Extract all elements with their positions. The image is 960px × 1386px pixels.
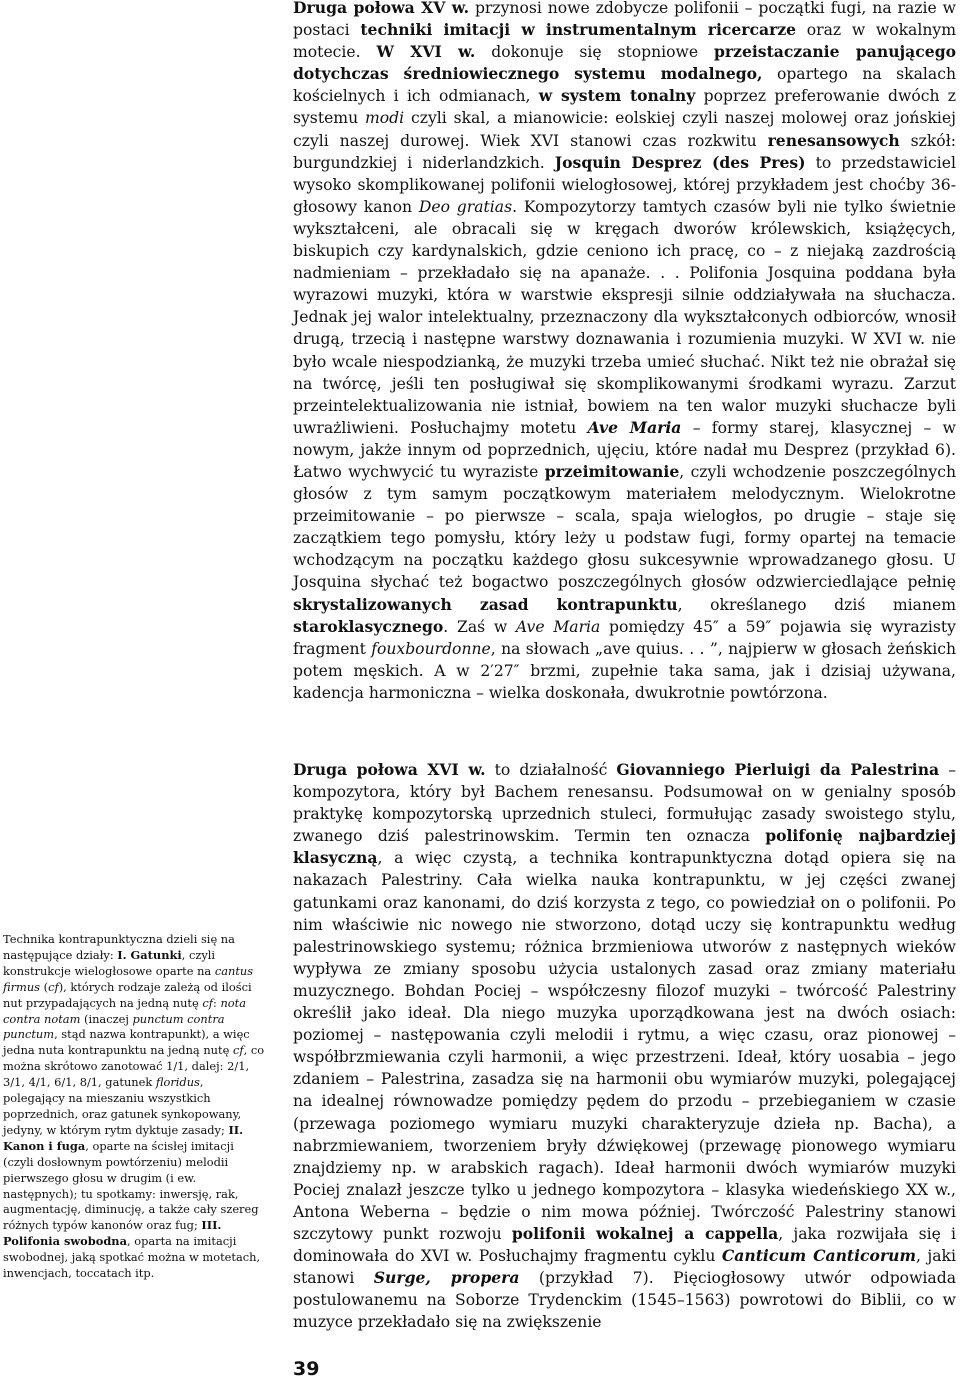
text-run: , czyli konstrukcje wielogłosowe oparte na bbox=[3, 947, 216, 978]
text-run: , oparte na ścisłej imitacji (czyli dosłownym powtórzeniu) melodii pierwszego głosu w drugim (i ew. następnych); tu spotkamy: inwersję, rak, augmentację, diminucję, a także cały szereg różnych typów kanonów oraz fug; bbox=[3, 1138, 259, 1233]
text-run: II. Kanon i fuga bbox=[3, 1122, 244, 1153]
text-run: nota contra notam bbox=[3, 995, 246, 1026]
text-run: w system tonalny bbox=[538, 86, 696, 106]
text-run: polifonii wokalnej a cappella bbox=[511, 1223, 779, 1243]
text-run: . Kompozytorzy tamtych czasów byli nie tylko świetnie wykształceni, ale obracali się w kręgach dworów królewskich, książęcych, biskupich czy kardynalskich, gdzie ceniono ich pracę, co – z niejaką zazdrością nadmieniam – przekładało się na apanaże. . . Polifonia Josquina poddana była wyrazowi muzyki, która w warstwie ekspresji silnie oddziaływała na słuchacza. Jednak jej walor intelektualny, przeznaczony dla wykształconych odbiorców, wnosił drugą, trzecią i następne warstwy doznawania i rozumienia muzyki. W XVI w. nie było wcale niespodzianką, że muzyki trzeba umieć słuchać. Nikt też nie obrażał się na twórcę, jeśli ten posługiwał się skomplikowanymi środkami wyrazu. Zarzut przeintelektualizowania nie istniał, bowiem na ten walor muzyki słuchacze byli uwrażliwieni. Posłuchajmy motetu bbox=[293, 197, 956, 437]
text-run: cf bbox=[48, 979, 59, 994]
text-run: Deo gratias bbox=[418, 197, 513, 216]
text-run: III. Polifonia swobodna bbox=[3, 1218, 222, 1249]
page-number: 39 bbox=[293, 1358, 320, 1380]
text-run: czyli skal, a mianowicie: eolskiej czyli naszej molowej oraz jońskiej czyli naszej durowej. Wiek XVI stanowi czas rozkwitu bbox=[293, 109, 956, 150]
text-run: – kompozytora, który był Bachem renesansu. Podsumował on w genialny sposób praktykę kompozytorską uprzednich stuleci, formułując zasady swoistego stylu, zwanego dziś palestrinowskim. Termin ten oznacza bbox=[293, 761, 956, 846]
text-run: fouxbourdonne bbox=[371, 639, 491, 658]
text-run: polifonię najbardziej klasyczną bbox=[293, 826, 956, 868]
text-run: opartego na skalach kościelnych i ich odmianach, bbox=[293, 65, 956, 106]
text-run: techniki imitacji w instrumentalnym ricercarze bbox=[360, 20, 797, 40]
text-run: W XVI w. bbox=[376, 42, 476, 62]
text-run: to działalność bbox=[485, 761, 617, 779]
text-run: Ave Maria bbox=[587, 417, 682, 437]
text-run: staroklasycznego bbox=[293, 616, 444, 636]
text-run: Druga połowa XVI w. bbox=[293, 760, 486, 779]
text-run: Giovanniego Pierluigi da Palestrina bbox=[616, 760, 940, 779]
text-run: modi bbox=[365, 109, 405, 128]
text-run: cantus firmus bbox=[3, 963, 254, 994]
text-run: , oparta na imitacji swobodnej, jaką spotkać można w motetach, inwencjach, toccatach itp. bbox=[3, 1234, 261, 1281]
text-run: renesansowych bbox=[767, 130, 900, 150]
text-run: oraz w wokalnym motecie. bbox=[293, 21, 956, 62]
text-run: , polegający na mieszaniu wszystkich poprzednich, oraz gatunek synkopowany, jedyny, w którym rytm dyktuje zasady; bbox=[3, 1075, 242, 1137]
text-run: , co można skrótowo zanotować 1/1, dalej: 2/1, 3/1, 4/1, 6/1, 8/1, gatunek bbox=[3, 1043, 265, 1090]
text-run: , jaki stanowi bbox=[293, 1247, 956, 1288]
main-paragraph-late-16th-century bbox=[293, 759, 956, 1333]
text-run: skrystalizowanych zasad kontrapunktu bbox=[293, 594, 678, 614]
text-run: Canticum Canticorum bbox=[721, 1246, 917, 1266]
text-run: , na słowach „ave quius. . . ”, najpierw w głosach żeńskich potem męskich. A w 2′27″ brzmi, zupełnie taka sama, jak i dzisiaj używana, kadencja harmoniczna – wielka doskonała, dwukrotnie powtórzona. bbox=[293, 639, 956, 702]
paragraph-text bbox=[293, 0, 956, 704]
text-run: to przedstawiciel wysoko skomplikowanej polifonii wielogłosowej, której przykładem jest choćby 36-głosowy kanon bbox=[293, 153, 956, 216]
main-paragraph-late-15th-century bbox=[293, 0, 956, 704]
text-run: dokonuje się stopniowe bbox=[475, 43, 714, 62]
text-run: , określanego dziś mianem bbox=[677, 595, 957, 614]
margin-note-text bbox=[3, 932, 267, 1282]
text-run: cf bbox=[202, 995, 213, 1010]
text-run: szkół: burgundzkiej i niderlandzkich. bbox=[293, 131, 956, 172]
text-run: I. Gatunki bbox=[117, 947, 182, 962]
text-run: Druga połowa XV w. bbox=[293, 0, 470, 17]
text-run: Surge, propera bbox=[373, 1268, 520, 1288]
text-run: przeistaczanie panującego dotychczas średniowiecznego systemu modalnego, bbox=[293, 42, 956, 84]
text-run: ( bbox=[40, 979, 49, 994]
text-run: pomiędzy 45″ a 59″ pojawia się wyrazisty fragment bbox=[293, 617, 956, 658]
text-run: poprzez preferowanie dwóch z systemu bbox=[293, 87, 956, 128]
text-run: floridus bbox=[155, 1075, 200, 1090]
margin-note-counterpoint-technique bbox=[3, 932, 267, 1282]
text-run: – formy starej, klasycznej – w nowym, jakże innym od poprzednich, ujęciu, które nadał mu Desprez (przykład 6). Łatwo wychwycić tu wyraziste bbox=[293, 418, 956, 481]
paragraph-text bbox=[293, 759, 956, 1333]
text-run: : bbox=[212, 995, 221, 1010]
text-run: punctum contra punctum bbox=[3, 1011, 225, 1042]
text-run: (przykład 7). Pięciogłosowy utwór odpowiada postulowanemu na Soborze Trydenckim (1545–1563) powrotowi do Biblii, co w muzyce przekładało się na zwiększenie bbox=[293, 1269, 956, 1332]
text-run: . Zaś w bbox=[443, 617, 516, 636]
text-run: , stąd nazwa kontrapunkt), a więc jedna nuta kontrapunktu na jedną nutę bbox=[3, 1027, 250, 1058]
text-run: , czyli wchodzenie poszczególnych głosów z tym samym początkowym materiałem melodycznym. Wielokrotne przeimitowanie – po pierwsze – scala, spaja wielogłos, po drugie – staje się zaczątkiem tego pomysłu, który leży u podstaw fugi, formy opartej na temacie wchodzącym na początku każdego głosu sukcesywnie wprowadzanego głosu. U Josquina słychać też bogactwo poszczególnych głosów odzwierciedlające pełnię bbox=[293, 462, 956, 592]
text-run: ), których rodzaje zależą od ilości nut przypadających na jedną nutę bbox=[3, 979, 252, 1010]
text-run: przeimitowanie bbox=[544, 461, 680, 481]
text-run: , jaka rozwijała się i dominowała do XVI w. Posłuchajmy fragmentu cyklu bbox=[293, 1224, 956, 1266]
text-run: Josquin Desprez (des Pres) bbox=[554, 152, 806, 172]
text-run: , a więc czystą, a technika kontrapunktyczna dotąd opiera się na nakazach Palestriny. Cała wielka nauka kontrapunktu, w jej części zwanej gatunkami oraz kanonami, do dziś korzysta z tego, co powiedział on o polifonii. Po nim właściwie nic nowego nie stworzono, dotąd uczy się kontrapunktu według palestrinowskiego systemu; różnica brzmieniowa utworów z następnych wieków wypływa ze zmiany sposobu użycia ustalonych zasad oraz zmiany materiału muzycznego. Bohdan Pociej – współczesny filozof muzyki – twórcość Palestriny określił jako ideał. Dla niego muzyka uporządkowana jest na dwóch osiach: poziomej – następowania czyli melodii i rytmu, a więc czasu, oraz pionowej – współbrzmiewania czyli harmonii, a więc przestrzeni. Ideał, który uosabia – jego zdaniem – Palestrina, zasadza się na harmonii obu wymiarów muzyki, polegającej na idealnej równowadze pomiędzy pędem do przodu – przebieganiem w czasie (przewaga poziomego wymiaru muzyki charakteryzuje dzieła np. Bacha), a nabrzmiewaniem, tworzeniem bryły dźwiękowej (przewagę pionowego wymiaru znajdziemy np. w arabskich ragach). Ideał harmonii dwóch wymiarów muzyki Pociej znalazł jeszcze tylko u jednego kompozytora – klasyka wiedeńskiego XX w., Antona Weberna – będzie o nim mowa później. Twórczość Palestriny stanowi szczytowy punkt rozwoju bbox=[293, 849, 956, 1243]
text-run: przynosi nowe zdobycze polifonii – początki fugi, na razie w postaci bbox=[293, 0, 957, 40]
text-run: Technika kontrapunktyczna dzieli się na następujące działy: bbox=[3, 932, 235, 962]
text-run: (inaczej bbox=[80, 1011, 133, 1026]
text-run: cf bbox=[232, 1043, 244, 1058]
text-run: Ave Maria bbox=[515, 617, 601, 636]
